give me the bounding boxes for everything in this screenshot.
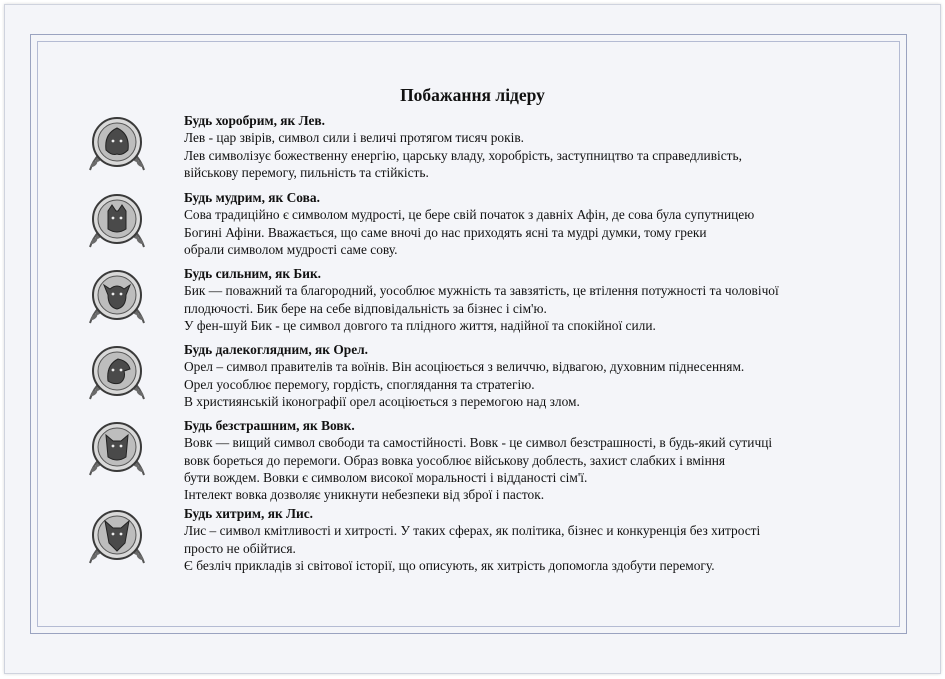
- entry-text: [184, 189, 754, 258]
- entry-line: Сова традиційно є символом мудрості, це бере свій початок з давніх Афін, де сова була супутницею: [184, 207, 755, 223]
- fox-medallion-icon: [82, 505, 152, 569]
- entry-heading: Будь хитрим, як Лис.: [184, 506, 313, 521]
- entry-text: [184, 341, 744, 410]
- entry-heading: Будь мудрим, як Сова.: [184, 190, 320, 205]
- entry-text: [184, 417, 772, 503]
- entry-heading: Будь безстрашним, як Вовк.: [184, 418, 355, 433]
- entry-line: Богині Афіни. Вважається, що саме вночі до нас приходять ясні та мудрі думки, тому греки: [184, 224, 707, 240]
- entry-heading: Будь хоробрим, як Лев.: [184, 113, 325, 128]
- entry-line: Є безліч прикладів зі світової історії, що описують, як хитрість допомогла здобути перемогу.: [184, 557, 715, 573]
- entry-line: вовк бореться до перемоги. Образ вовка уособлює військову доблесть, захист слабких і вміння: [184, 452, 726, 468]
- bull-medallion-icon: [82, 265, 152, 329]
- entry-heading: Будь сильним, як Бик.: [184, 266, 322, 281]
- entry-text: [184, 112, 742, 181]
- entry-line: Лис – символ кмітливості и хитрості. У таких сферах, як політика, бізнес и конкуренція без хитрості: [184, 523, 761, 539]
- entry-line: Інтелект вовка дозволяє уникнути небезпеки від зброї і пасток.: [184, 487, 545, 503]
- entry-line: плодючості. Бик бере на себе відповідальність за бізнес і сім'ю.: [184, 300, 547, 316]
- entry-line: Бик — поважний та благородний, уособлює мужність та завзятість, це втілення потужності та чоловічої: [184, 283, 779, 299]
- entry-line: Вовк — вищий символ свободи та самостійності. Вовк - це символ безстрашності, в будь-який сутичці: [184, 435, 773, 451]
- entry-line: В християнській іконографії орел асоціюється з перемогою над злом.: [184, 393, 580, 409]
- entry-line: бути вождем. Вовки є символом високої моральності і відданості сім'ї.: [184, 469, 588, 485]
- wolf-medallion-icon: [82, 417, 152, 481]
- entry-line: військову перемогу, пильність та стійкість.: [184, 164, 429, 180]
- entry-heading: Будь далекоглядним, як Орел.: [184, 342, 369, 357]
- lion-medallion-icon: [82, 112, 152, 176]
- owl-medallion-icon: [82, 189, 152, 253]
- entry-line: Орел уособлює перемогу, гордість, споглядання та стратегію.: [184, 376, 535, 392]
- entry-line: Орел – символ правителів та воїнів. Він асоціюється з величчю, відвагою, духовним піднесенням.: [184, 359, 745, 375]
- eagle-medallion-icon: [82, 341, 152, 405]
- entry-text: [184, 505, 760, 574]
- entry-line: Лев символізує божественну енергію, царську владу, хоробрість, заступництво та справедливість,: [184, 147, 742, 163]
- entry-line: У фен-шуй Бик - це символ довгого та плідного життя, надійної та спокійної сили.: [184, 317, 656, 333]
- entry-text: [184, 265, 779, 334]
- page-title: Побажання лідеру: [400, 85, 545, 105]
- entry-line: обрали символом мудрості саме сову.: [184, 241, 398, 257]
- entry-line: Лев - цар звірів, символ сили і величі протягом тисяч років.: [184, 130, 525, 146]
- entry-line: просто не обійтися.: [184, 540, 296, 556]
